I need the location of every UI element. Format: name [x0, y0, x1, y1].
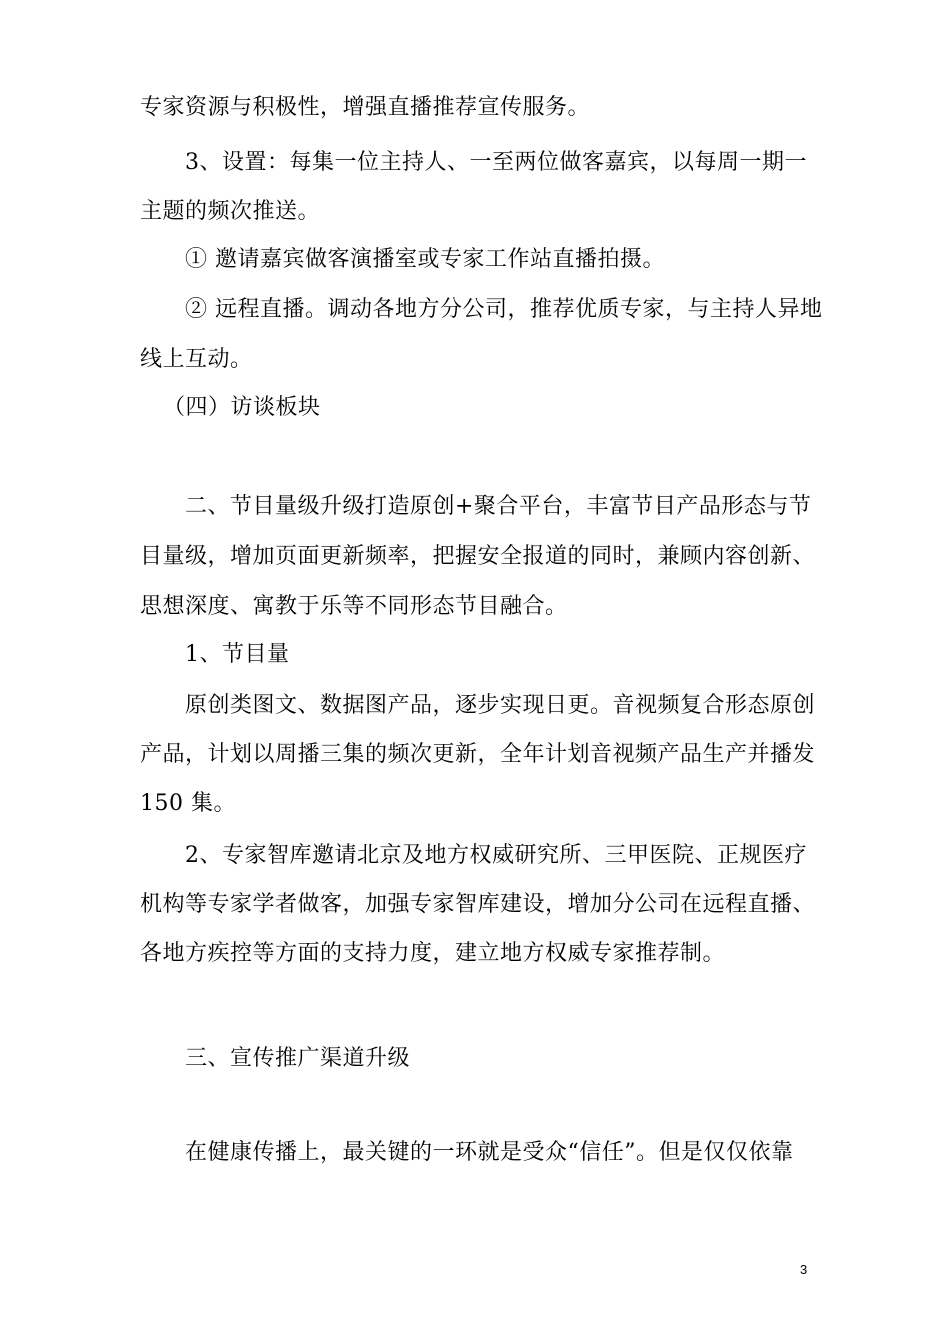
text-line-13: 产品，计划以周播三集的频次更新，全年计划音视频产品生产并播发	[140, 742, 816, 767]
text-line-10: 思想深度、寓教于乐等不同形态节目融合。	[140, 594, 568, 619]
text-line-2: 3、设置：每集一位主持人、一至两位做客嘉宾，以每周一期一	[185, 150, 807, 175]
text-line-19: 在健康传播上，最关键的一环就是受众“信任”。但是仅仅依靠	[185, 1140, 794, 1165]
text-line-1: 专家资源与积极性，增强直播推荐宣传服务。	[140, 95, 591, 120]
text-line-15: 2、专家智库邀请北京及地方权威研究所、三甲医院、正规医疗	[185, 843, 807, 868]
text-line-5: ② 远程直播。调动各地方分公司，推荐优质专家，与主持人异地	[185, 297, 823, 322]
text-line-4: ① 邀请嘉宾做客演播室或专家工作站直播拍摄。	[185, 247, 665, 272]
text-line-6: 线上互动。	[140, 347, 253, 372]
text-line-12: 原创类图文、数据图产品，逐步实现日更。音视频复合形态原创	[185, 693, 816, 718]
text-line-17: 各地方疾控等方面的支持力度，建立地方权威专家推荐制。	[140, 941, 726, 966]
text-line-16: 机构等专家学者做客，加强专家智库建设，增加分公司在远程直播、	[140, 892, 816, 917]
text-line-8: 二、节目量级升级打造原创+聚合平台，丰富节目产品形态与节	[185, 494, 812, 519]
section-heading-four: （四）访谈板块	[163, 395, 321, 420]
text-line-14: 150 集。	[140, 791, 236, 816]
text-line-3: 主题的频次推送。	[140, 199, 321, 224]
page-number: 3	[800, 1262, 808, 1277]
section-heading-three: 三、宣传推广渠道升级	[185, 1046, 411, 1071]
text-line-9: 目量级，增加页面更新频率，把握安全报道的同时，兼顾内容创新、	[140, 544, 816, 569]
text-line-11: 1、节目量	[185, 642, 290, 667]
